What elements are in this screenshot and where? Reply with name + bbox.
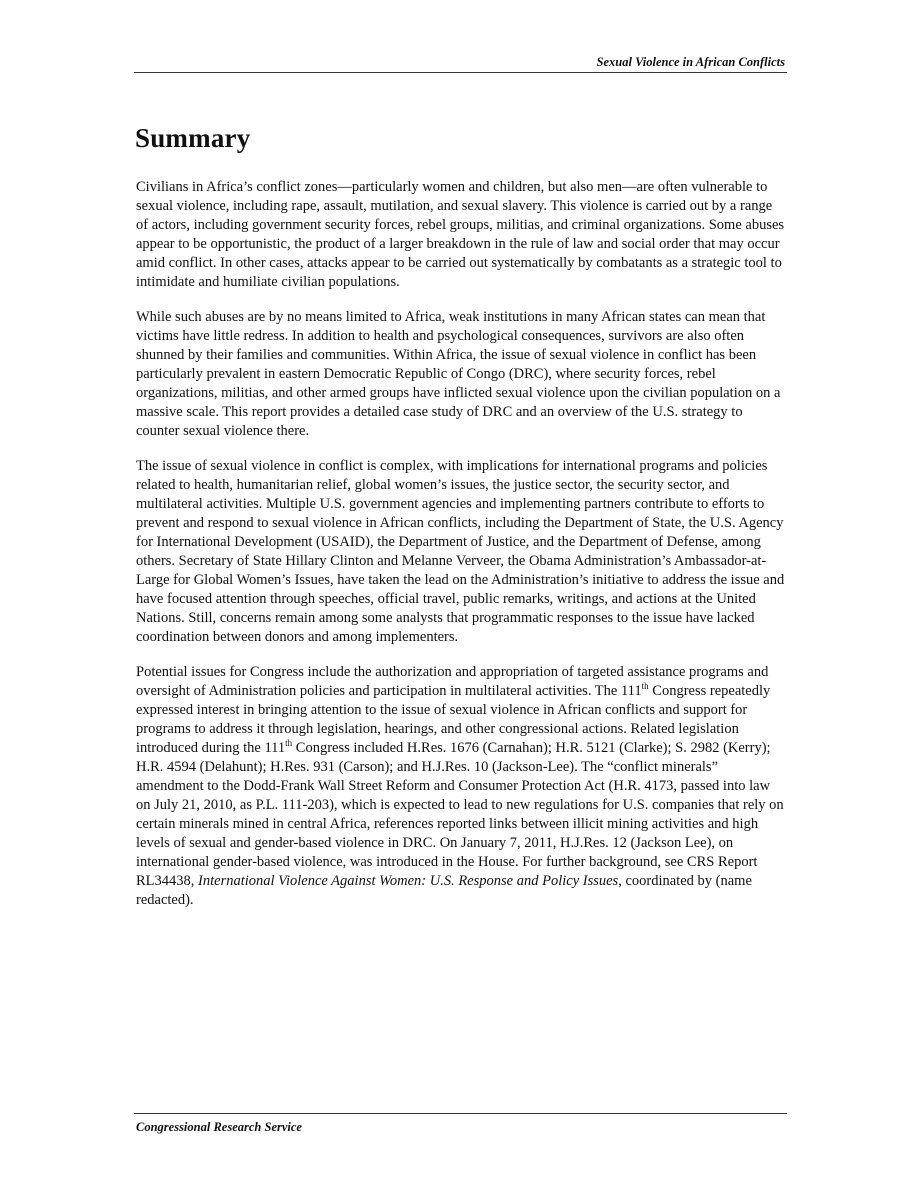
paragraph-4-text-a: Potential issues for Congress include the authorization and appropriation of targeted assistance programs and oversight of Administration policies and participation in multilateral activities. The 111 <box>136 664 769 699</box>
paragraph-3: The issue of sexual violence in conflict is complex, with implications for international programs and policies related to health, humanitarian relief, global women’s issues, the justice sector, the security sector, and multilateral activities. Multiple U.S. government agencies and implementing partners contribute to efforts to prevent and respond to sexual violence in African conflicts, including the Department of State, the U.S. Agency for International Development (USAID), the Department of Justice, and the Department of Defense, among others. Secretary of State Hillary Clinton and Melanne Verveer, the Obama Administration’s Ambassador-at-Large for Global Women’s Issues, have taken the lead on the Administration’s initiative to address the issue and have focused attention through speeches, official travel, public remarks, writings, and actions at the United Nations. Still, concerns remain among some analysts that programmatic responses to the issue have lacked coordination between donors and among implementers. <box>136 458 785 645</box>
paragraph-1: Civilians in Africa’s conflict zones—particularly women and children, but also men—are often vulnerable to sexual violence, including rape, assault, mutilation, and sexual slavery. This violence is carried out by a range of actors, including government security forces, rebel groups, militias, and criminal organizations. Some abuses appear to be opportunistic, the product of a larger breakdown in the rule of law and social order that may occur amid conflict. In other cases, attacks appear to be carried out systematically by combatants as a strategic tool to intimidate and humiliate civilian populations. <box>136 179 785 290</box>
document-body <box>136 178 786 926</box>
report-title: International Violence Against Women: U.S. Response and Policy Issues <box>198 873 619 889</box>
header-rule <box>134 72 787 73</box>
paragraph-4 <box>136 663 786 910</box>
paragraph-2: While such abuses are by no means limited to Africa, weak institutions in many African states can mean that victims have little redress. In addition to health and psychological consequences, survivors are also often shunned by their families and communities. Within Africa, the issue of sexual violence in conflict has been particularly prevalent in eastern Democratic Republic of Congo (DRC), where security forces, rebel organizations, militias, and other armed groups have inflicted sexual violence upon the civilian population on a massive scale. This report provides a detailed case study of DRC and an overview of the U.S. strategy to counter sexual violence there. <box>136 309 781 439</box>
paragraph-4-text-c: Congress included H.Res. 1676 (Carnahan); H.R. 5121 (Clarke); S. 2982 (Kerry); H.R. 4594 (Delahunt); H.Res. 931 (Carson); and H.J.Res. 10 (Jackson-Lee). The “conflict minerals” amendment to the Dodd-Frank Wall Street Reform and Consumer Protection Act (H.R. 4173, passed into law on July 21, 2010, as P.L. 111-203), which is expected to lead to new regulations for U.S. companies that rely on certain minerals mined in central Africa, references reported links between illicit mining activities and high levels of sexual and gender-based violence in DRC. On January 7, 2011, H.J.Res. 12 (Jackson Lee), on international gender-based violence, was introduced in the House. For further background, see CRS Report RL34438, <box>136 740 784 889</box>
footer-rule <box>134 1113 787 1114</box>
running-footer: Congressional Research Service <box>136 1120 302 1134</box>
running-header: Sexual Violence in African Conflicts <box>596 55 785 69</box>
paragraph-4-text-d: , coordinated by (name redacted). <box>136 873 752 908</box>
section-title: Summary <box>135 123 251 153</box>
ordinal-suffix: th <box>285 738 293 749</box>
paragraph-4-text-b: Congress repeatedly expressed interest in bringing attention to the issue of sexual violence in African conflicts and support for programs to address it through legislation, hearings, and other congressional actions. Related legislation introduced during the 111 <box>136 683 771 756</box>
ordinal-suffix: th <box>641 681 649 692</box>
